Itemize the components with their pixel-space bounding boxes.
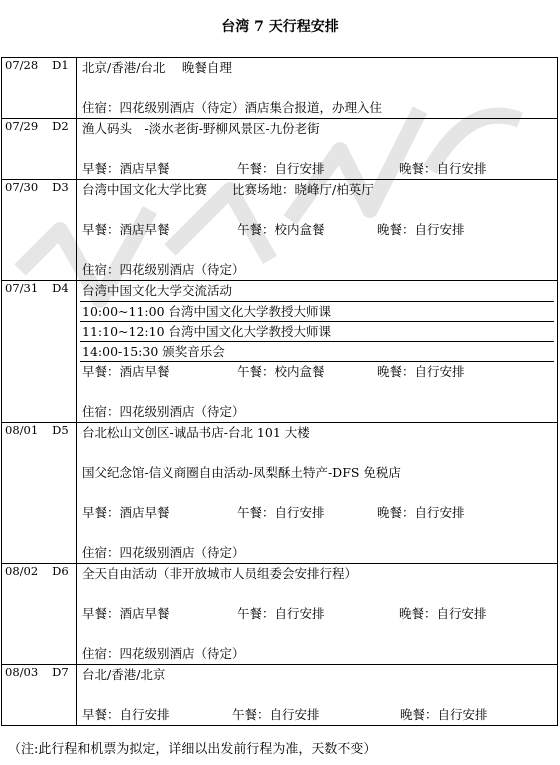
dinner: 晚餐：自行安排 — [399, 606, 487, 621]
document-title: 台湾 7 天行程安排 — [221, 19, 339, 35]
dinner: 晚餐：自行安排 — [400, 707, 488, 722]
day-content — [77, 58, 558, 119]
lunch: 午餐：校内盒餐 — [237, 364, 325, 379]
day-date: 07/29 — [5, 119, 39, 133]
date-cell — [2, 564, 77, 665]
route-line: 台湾中国文化大学比赛 比赛场地：晓峰厅/柏英厅 — [82, 182, 374, 197]
dinner: 晚餐：自行安排 — [377, 222, 465, 237]
day-number: D7 — [52, 665, 69, 679]
route-line: 北京/香港/台北 晚餐自理 — [82, 60, 232, 75]
date-cell — [2, 119, 77, 180]
date-cell — [2, 665, 77, 726]
day-number: D3 — [52, 180, 69, 194]
itinerary-table — [1, 57, 558, 726]
day-row-d5 — [2, 423, 558, 564]
date-cell — [2, 281, 77, 423]
breakfast: 早餐：酒店早餐 — [82, 161, 170, 176]
hotel-line: 住宿：四花级别酒店（待定）酒店集合报道，办理入住 — [82, 100, 383, 115]
meals-line — [80, 705, 554, 725]
session-item: 11:10~12:10 台湾中国文化大学教授大师课 — [80, 321, 554, 341]
day-number: D1 — [52, 58, 69, 72]
session-item: 10:00~11:00 台湾中国文化大学教授大师课 — [80, 301, 554, 321]
meals-line — [80, 159, 554, 179]
breakfast: 早餐：酒店早餐 — [82, 364, 170, 379]
dinner: 晚餐：自行安排 — [399, 161, 487, 176]
day-number: D4 — [52, 281, 69, 295]
hotel-line: 住宿：四花级别酒店（待定） — [82, 404, 245, 419]
lunch: 午餐：自行安排 — [237, 161, 325, 176]
day-row-d4 — [2, 281, 558, 423]
day-row-d2 — [2, 119, 558, 180]
route-line: 台北/香港/北京 — [82, 667, 166, 682]
lunch: 午餐：自行安排 — [237, 606, 325, 621]
day-content — [77, 119, 558, 180]
day-number: D6 — [52, 564, 69, 578]
day-content — [77, 423, 558, 564]
date-cell — [2, 423, 77, 564]
meals-line — [80, 220, 554, 240]
breakfast: 早餐：酒店早餐 — [82, 222, 170, 237]
day-row-d1 — [2, 58, 558, 119]
day-date: 07/31 — [5, 281, 39, 295]
breakfast: 早餐：自行安排 — [82, 707, 170, 722]
session-item: 14:00-15:30 颁奖音乐会 — [80, 341, 554, 361]
lunch: 午餐：校内盒餐 — [237, 222, 325, 237]
day-date: 08/01 — [5, 423, 39, 437]
route-line: 台湾中国文化大学交流活动 — [82, 283, 233, 298]
lunch: 午餐：自行安排 — [232, 707, 320, 722]
dinner: 晚餐：自行安排 — [377, 505, 465, 520]
breakfast: 早餐：酒店早餐 — [82, 606, 170, 621]
day-content — [77, 665, 558, 726]
day-content — [77, 281, 558, 423]
route-line: 台北松山文创区-诚品书店-台北 101 大楼 — [82, 425, 310, 440]
meals-line — [80, 503, 554, 523]
route-line: 国父纪念馆-信义商圈自由活动-凤梨酥土特产-DFS 免税店 — [82, 465, 401, 480]
day-content — [77, 180, 558, 281]
day-content — [77, 564, 558, 665]
hotel-line: 住宿：四花级别酒店（待定） — [82, 262, 245, 277]
date-cell — [2, 180, 77, 281]
breakfast: 早餐：酒店早餐 — [82, 505, 170, 520]
hotel-line: 住宿：四花级别酒店（待定） — [82, 646, 245, 661]
day-date: 08/03 — [5, 665, 39, 679]
footnote: （注:此行程和机票为拟定，详细以出发前行程为准，天数不变） — [8, 742, 377, 757]
dinner: 晚餐：自行安排 — [377, 364, 465, 379]
day-row-d6 — [2, 564, 558, 665]
date-cell — [2, 58, 77, 119]
lunch: 午餐：自行安排 — [237, 505, 325, 520]
day-row-d7 — [2, 665, 558, 726]
day-date: 07/30 — [5, 180, 39, 194]
day-number: D2 — [52, 119, 69, 133]
route-line: 渔人码头 -淡水老街-野柳风景区-九份老街 — [82, 121, 320, 136]
day-row-d3 — [2, 180, 558, 281]
day-number: D5 — [52, 423, 69, 437]
meals-line — [80, 604, 554, 624]
route-line: 全天自由活动（非开放城市人员组委会安排行程） — [82, 566, 358, 581]
day-date: 07/28 — [5, 58, 39, 72]
day-date: 08/02 — [5, 564, 39, 578]
hotel-line: 住宿：四花级别酒店（待定） — [82, 545, 245, 560]
meals-line — [80, 361, 554, 382]
